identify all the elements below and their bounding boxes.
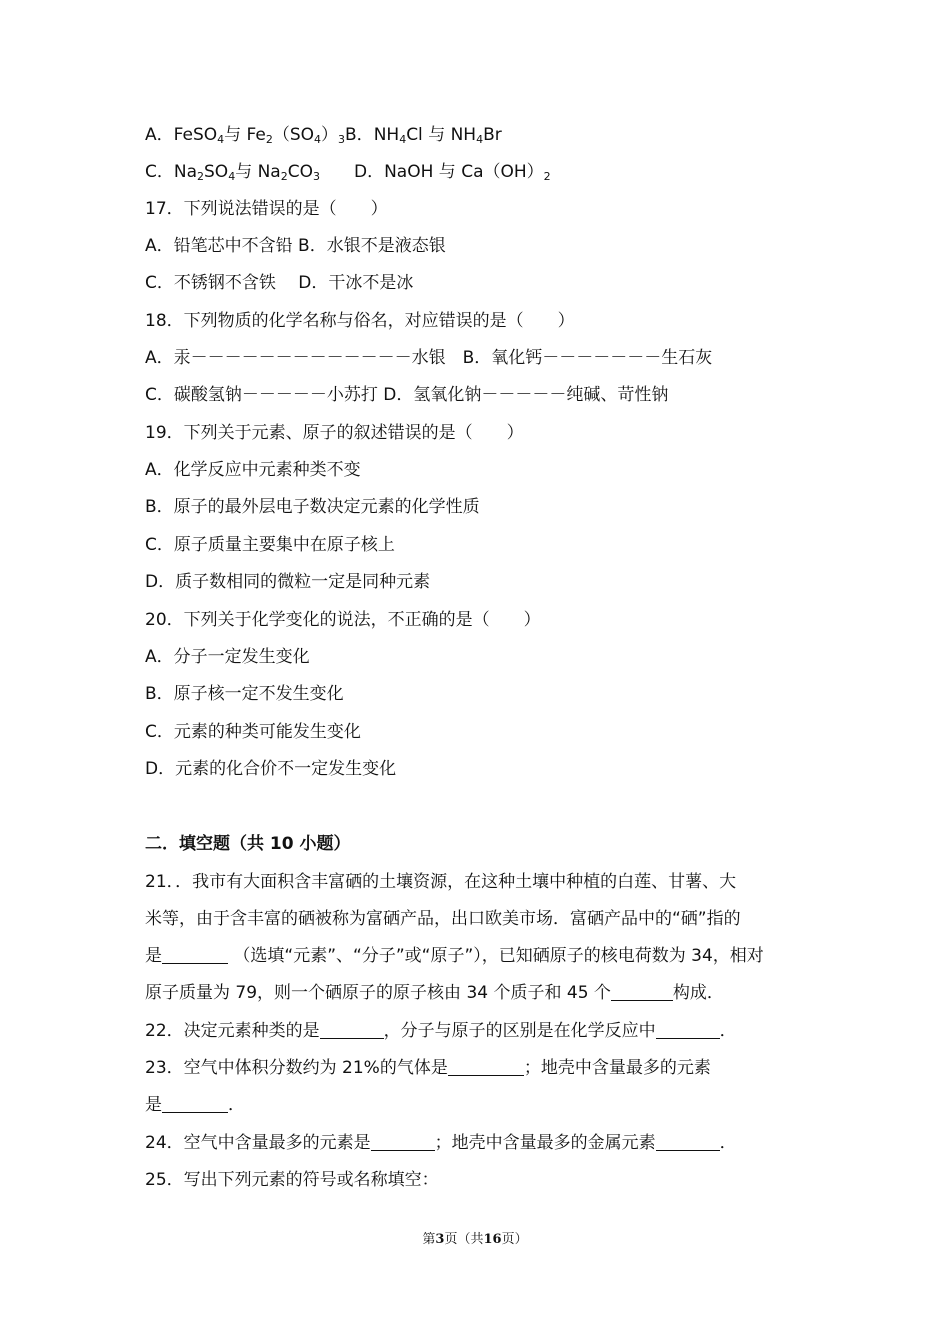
answer-blank[interactable] [162,945,228,964]
answer-blank[interactable] [320,1020,384,1039]
q19-option-d: D．质子数相同的微粒一定是同种元素 [145,572,431,592]
text: 23．空气中体积分数约为 21%的气体是 [145,1058,448,1078]
conjunction: 与 [224,125,242,145]
conjunction: 与 [235,162,253,182]
text: 22．决定元素种类的是 [145,1021,320,1041]
q18-stem: 18．下列物质的化学名称与俗名，对应错误的是（ ） [145,311,575,331]
q18-options-cd: C．碳酸氢钠－－－－－小苏打 D．氢氧化钠－－－－－纯碱、苛性钠 [145,385,669,405]
q16-option-ab [145,123,502,147]
formula: Fe [246,125,266,145]
subscript: 4 [228,170,236,183]
q17-options-ab: A．铅笔芯中不含铅 B．水银不是液态银 [145,236,446,256]
formula: SO [204,162,229,182]
formula: FeSO [173,125,218,145]
formula: （SO [272,125,315,145]
formula: ） [321,125,339,145]
option-label: C． [145,162,174,182]
q20-option-c: C．元素的种类可能发生变化 [145,722,361,742]
option-label: B． [345,125,374,145]
formula: Na [173,162,198,182]
q19-option-b: B．原子的最外层电子数决定元素的化学性质 [145,497,480,517]
q21-line-1: 21．．我市有大面积含丰富硒的土壤资源，在这种土壤中种植的白莲、甘薯、大 [145,872,737,892]
footer-text: 页） [501,1232,528,1247]
answer-blank[interactable] [162,1094,228,1113]
subscript: 4 [217,133,225,146]
page-number: 3 [435,1232,445,1247]
text: 原子质量为 79，则一个硒原子的原子核由 34 个质子和 45 个 [145,983,611,1003]
text: 24．空气中含量最多的元素是 [145,1133,371,1153]
formula: Na [257,162,281,182]
page-footer [0,1228,950,1247]
subscript: 2 [543,170,551,183]
q20-option-d: D．元素的化合价不一定发生变化 [145,759,397,779]
q19-stem: 19．下列关于元素、原子的叙述错误的是（ ） [145,423,524,443]
text: 是 [145,946,162,966]
subscript: 4 [399,133,407,146]
q21-line-2: 米等，由于含丰富的硒被称为富硒产品，出口欧美市场．富硒产品中的“硒”指的 [145,909,741,929]
q22-line [145,1019,737,1043]
q16-option-cd [145,160,551,184]
option-label: A． [145,125,174,145]
footer-text: 页（共 [444,1232,484,1247]
section-title: 二．填空题（共 10 小题） [145,834,351,854]
footer-text: 第 [422,1232,436,1247]
answer-blank[interactable] [656,1132,720,1151]
subscript: 2 [197,170,205,183]
q18-options-ab: A．汞－－－－－－－－－－－－－水银 B．氧化钙－－－－－－－生石灰 [145,348,713,368]
formula: NH [450,125,477,145]
subscript: 4 [476,133,484,146]
text: ；地壳中含量最多的元素 [523,1058,711,1078]
subscript: 3 [313,170,320,183]
q20-option-b: B．原子核一定不发生变化 [145,684,344,704]
q20-stem: 20．下列关于化学变化的说法，不正确的是（ ） [145,610,541,630]
text: ，分子与原子的区别是在化学反应中 [383,1021,656,1041]
q21-line-3 [145,944,764,968]
formula: NaOH 与 Ca（OH） [384,162,544,182]
q23-line-1 [145,1056,711,1080]
q21-line-4 [145,981,724,1005]
formula: NH [373,125,400,145]
subscript: 2 [280,170,288,183]
subscript: 4 [314,133,322,146]
answer-blank[interactable] [611,982,673,1001]
q17-stem: 17．下列说法错误的是（ ） [145,199,388,219]
subscript: 3 [338,133,346,146]
text: 构成． [672,983,724,1003]
q23-line-2 [145,1093,245,1117]
q19-option-a: A．化学反应中元素种类不变 [145,460,361,480]
conjunction: 与 [428,125,446,145]
answer-blank[interactable] [371,1132,435,1151]
option-label: D． [354,162,385,182]
formula: Cl [406,125,423,145]
answer-blank[interactable] [656,1020,720,1039]
text: （选填“元素”、“分子”或“原子”），已知硒原子的核电荷数为 34，相对 [233,946,764,966]
text: ；地壳中含量最多的金属元素 [434,1133,656,1153]
q19-option-c: C．原子质量主要集中在原子核上 [145,535,395,555]
text: 是 [145,1095,162,1115]
q17-options-cd: C．不锈钢不含铁 D．干冰不是冰 [145,273,414,293]
answer-blank[interactable] [448,1057,524,1076]
text: ． [228,1095,245,1115]
text: ． [719,1133,737,1153]
q24-line [145,1131,737,1155]
text: ． [719,1021,737,1041]
q20-option-a: A．分子一定发生变化 [145,647,310,667]
formula: CO [287,162,313,182]
page-total: 16 [483,1232,502,1247]
formula: Br [483,125,502,145]
q25-stem: 25．写出下列元素的符号或名称填空： [145,1170,439,1190]
subscript: 2 [265,133,273,146]
